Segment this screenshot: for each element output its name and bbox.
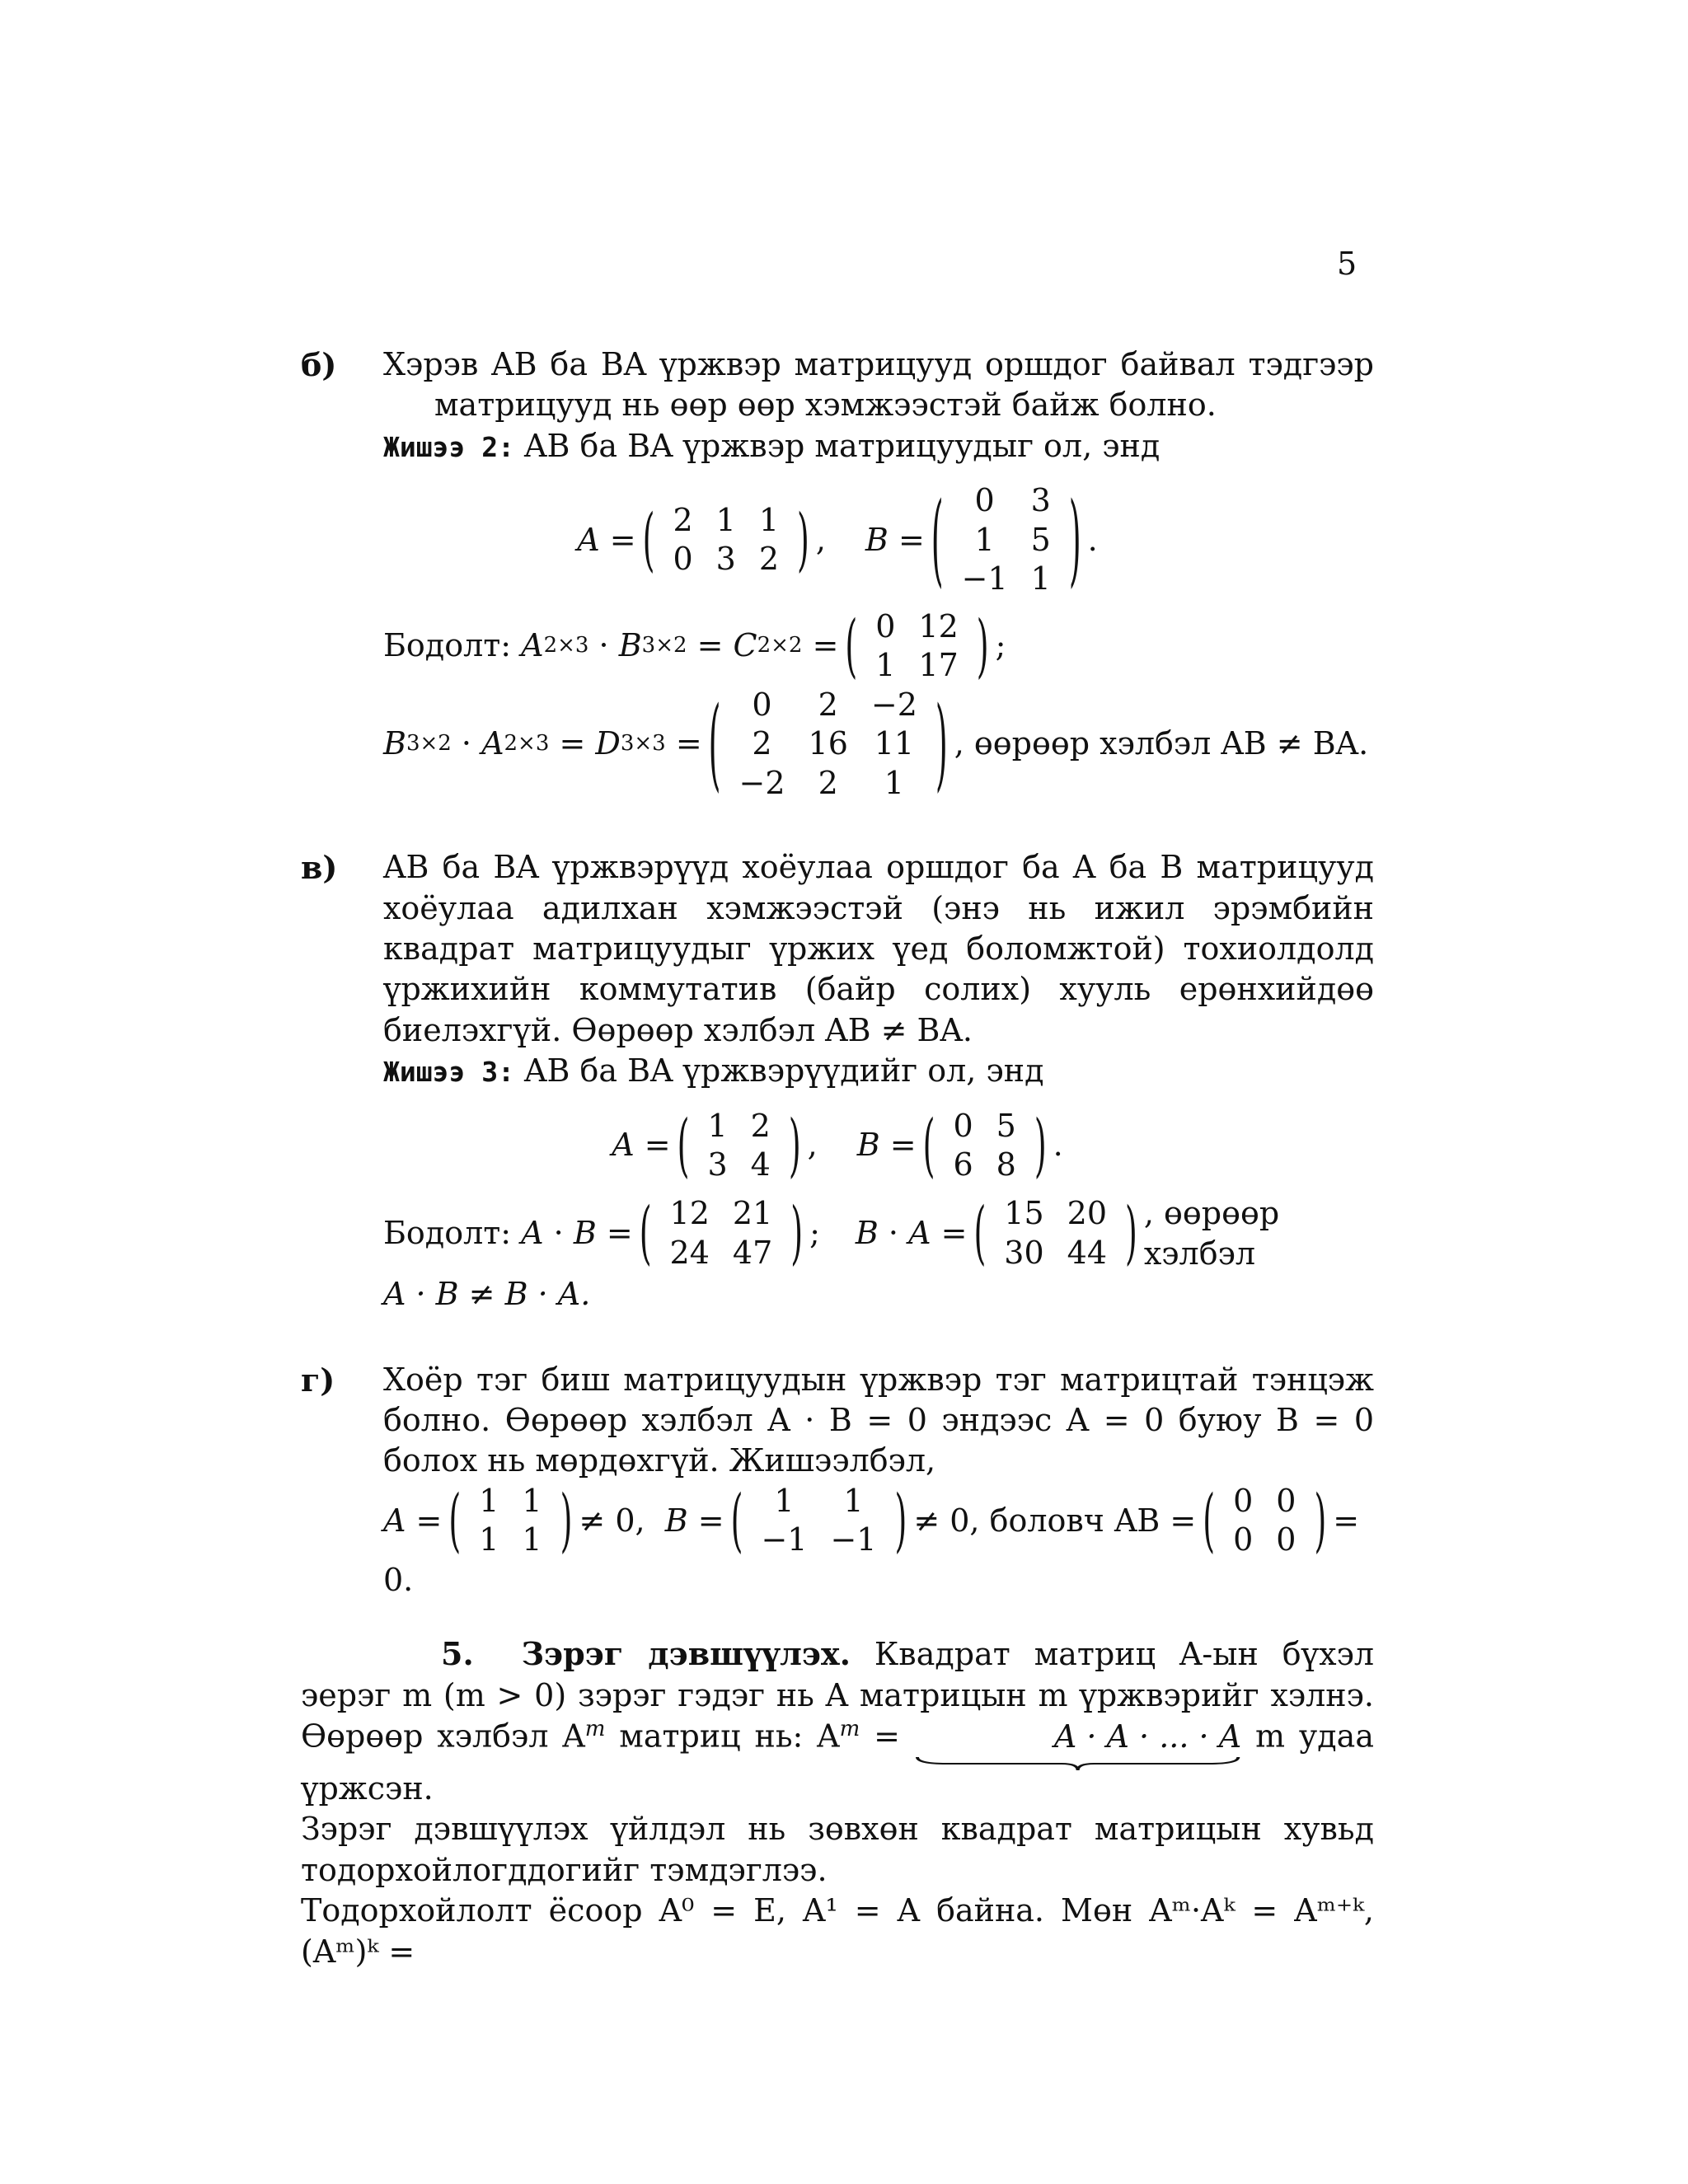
matrix-cell: 1 bbox=[479, 1482, 499, 1519]
right-paren: ) bbox=[1034, 1104, 1047, 1184]
matrix-cell: −1 bbox=[761, 1521, 808, 1558]
left-paren: ( bbox=[642, 499, 655, 579]
matrix-cell: 2 bbox=[818, 764, 838, 801]
matrix-cell: 44 bbox=[1067, 1234, 1108, 1271]
example-3-text: AB ба BA үржвэрүүдийг ол, энд bbox=[524, 1052, 1044, 1090]
item-b-mark: б) bbox=[301, 346, 337, 383]
matrix-cell: 2 bbox=[818, 686, 838, 723]
matrix-B2 bbox=[931, 481, 1081, 599]
matrix-cell: 11 bbox=[874, 725, 915, 762]
matrix-cell: 2 bbox=[750, 1107, 771, 1144]
matrix-cell: 0 bbox=[673, 541, 693, 578]
item-g-mark: г) bbox=[301, 1361, 335, 1399]
matrix-cell: 20 bbox=[1067, 1195, 1108, 1232]
left-paren: ( bbox=[639, 1192, 652, 1272]
example-3-line bbox=[383, 1051, 1374, 1091]
matrix-cell: 3 bbox=[715, 541, 736, 578]
section-5-para-1: 5. Зэрэг дэвшүүлэх. Квадрат матриц A-ын бүхэл эерэг m (m > 0) зэрэг гэдэг нь A матрицын m үржвэрийг хэлнэ. Өөрөөр хэлбэл $A^m$ матриц нь: $A^m = A \cdot A$ · ... · A m удаа үржсэн. bbox=[301, 1635, 1374, 1807]
matrix-cell: 1 bbox=[1030, 560, 1051, 598]
page-content bbox=[301, 344, 1374, 1972]
item-v-text: AB ба BA үржвэрүүд хоёулаа оршдог ба A ба B матрицууд хоёулаа адилхан хэмжээстэй (энэ нь ижил эрэмбийн квадрат матрицуудыг үржих үед боломжтой) тохиолдолд үржихийн коммутатив (байр солих) хууль ерөнхийдөө биелэхгүй. Өөрөөр хэлбэл AB ≠ BA. bbox=[383, 849, 1374, 1048]
matrix-cell: 4 bbox=[750, 1146, 771, 1183]
matrix-cell: 0 bbox=[953, 1107, 973, 1144]
section-5-para-2: Зэрэг дэвшүүлэх үйлдэл нь зөвхөн квадрат матрицын хувьд тодорхойлогддогийг тэмдэглээ. bbox=[301, 1811, 1374, 1888]
example-4-line: A = ( 1 1 1 1 ) ≠ 0, B = ( 1 1 −1 −1 ) ≠ 0, боловч AB = ( 0 0 0 0 ) = bbox=[383, 1482, 1374, 1560]
matrix-cell: 3 bbox=[1030, 482, 1051, 519]
matrix-cell: 5 bbox=[996, 1107, 1016, 1144]
item-b-text: Хэрэв AB ба BA үржвэр матрицууд оршдог байвал тэдгээр матрицууд нь өөр өөр хэмжээстэй байж болно. bbox=[383, 346, 1374, 424]
left-paren: ( bbox=[708, 684, 721, 801]
underbrace-product: A · A · ... · A bbox=[914, 1717, 1241, 1769]
item-g-text: Хоёр тэг биш матрицуудын үржвэр тэг матрицтай тэнцэж болно. Өөрөөр хэлбэл A · B = 0 эндээс A = 0 буюу B = 0 болох нь мөрдөхгүй. Жишээлбэл, bbox=[383, 1361, 1374, 1479]
matrix-C bbox=[845, 607, 988, 686]
example-3-matrices: A = ( 1 2 3 4 ) , B = ( 0 5 6 8 ) . bbox=[301, 1107, 1374, 1185]
right-paren: ) bbox=[976, 605, 989, 686]
right-paren: ) bbox=[1125, 1192, 1137, 1272]
example-2-line bbox=[383, 426, 1374, 466]
matrix-cell: 0 bbox=[1276, 1482, 1296, 1519]
matrix-cell: 21 bbox=[732, 1195, 773, 1232]
matrix-cell: −1 bbox=[961, 560, 1008, 598]
matrix-AB bbox=[640, 1194, 803, 1272]
matrix-cell: 1 bbox=[707, 1107, 728, 1144]
matrix-cell: 0 bbox=[1233, 1482, 1254, 1519]
matrix-cell: 1 bbox=[774, 1482, 795, 1519]
section-5-heading: Зэрэг дэвшүүлэх. bbox=[521, 1635, 851, 1673]
item-b bbox=[301, 344, 1374, 803]
matrix-cell: 12 bbox=[918, 607, 959, 644]
matrix-A3 bbox=[677, 1104, 801, 1185]
matrix-cell: 1 bbox=[974, 521, 995, 558]
matrix-cell: 2 bbox=[673, 501, 693, 538]
section-5-para-3: Тодорхойлолт ёсоор A⁰ = E, A¹ = A байна. Мөн Aᵐ·Aᵏ = Aᵐ⁺ᵏ, (Aᵐ)ᵏ = bbox=[301, 1892, 1374, 1970]
example-2-text: AB ба BA үржвэр матрицуудыг ол, энд bbox=[524, 427, 1160, 464]
left-paren: ( bbox=[973, 1192, 987, 1272]
left-paren: ( bbox=[1203, 1479, 1216, 1560]
matrix-B4 bbox=[730, 1479, 907, 1560]
matrix-cell: 1 bbox=[843, 1482, 864, 1519]
matrix-cell: 16 bbox=[808, 725, 848, 762]
matrix-cell: 0 bbox=[875, 607, 896, 644]
matrix-cell: 2 bbox=[752, 725, 772, 762]
page-number: 5 bbox=[1337, 246, 1357, 282]
matrix-cell: 17 bbox=[918, 647, 959, 684]
matrix-A2 bbox=[643, 501, 809, 579]
matrix-cell: 1 bbox=[884, 764, 904, 801]
right-paren: ) bbox=[935, 684, 948, 801]
matrix-cell: 2 bbox=[758, 541, 779, 578]
matrix-cell: 1 bbox=[522, 1482, 542, 1519]
matrix-cell: −1 bbox=[830, 1521, 877, 1558]
matrix-cell: 1 bbox=[522, 1521, 542, 1558]
right-paren: ) bbox=[1068, 480, 1081, 597]
item-v bbox=[301, 847, 1374, 1315]
matrix-cell: 47 bbox=[732, 1234, 773, 1271]
left-paren: ( bbox=[677, 1104, 690, 1184]
matrix-cell: 1 bbox=[875, 647, 896, 684]
item-g bbox=[301, 1360, 1374, 1601]
matrix-cell: 15 bbox=[1004, 1195, 1044, 1232]
matrix-cell: 1 bbox=[758, 501, 779, 538]
left-paren: ( bbox=[922, 1104, 935, 1184]
matrix-cell: 0 bbox=[752, 686, 772, 723]
left-paren: ( bbox=[730, 1479, 743, 1560]
matrix-cell: −2 bbox=[738, 764, 785, 801]
left-paren: ( bbox=[845, 605, 858, 686]
solution-3-conclusion: A · B ≠ B · A. bbox=[383, 1276, 591, 1313]
right-paren: ) bbox=[560, 1479, 573, 1560]
example-3-label: Жишээ 3: bbox=[383, 1056, 514, 1089]
matrix-cell: 1 bbox=[479, 1521, 499, 1558]
matrix-A4 bbox=[448, 1479, 573, 1560]
matrix-cell: 6 bbox=[953, 1146, 973, 1183]
right-paren: ) bbox=[1314, 1479, 1327, 1560]
matrix-D bbox=[709, 686, 948, 804]
right-paren: ) bbox=[790, 1192, 804, 1272]
matrix-cell: 0 bbox=[974, 482, 995, 519]
example-4-end: 0. bbox=[383, 1561, 414, 1598]
solution-3-line: Бодолт: A · B = ( 12 21 24 47 ) ; B · A = ( 15 20 30 44 ) , өөрөөр хэлбэл bbox=[383, 1193, 1374, 1275]
left-paren: ( bbox=[448, 1479, 462, 1560]
matrix-BA bbox=[973, 1194, 1137, 1272]
right-paren: ) bbox=[894, 1479, 907, 1560]
matrix-cell: 24 bbox=[669, 1234, 710, 1271]
right-paren: ) bbox=[788, 1104, 801, 1184]
matrix-cell: 1 bbox=[715, 501, 736, 538]
matrix-cell: 0 bbox=[1233, 1521, 1254, 1558]
matrix-cell: 8 bbox=[996, 1146, 1016, 1183]
matrix-zero bbox=[1203, 1479, 1327, 1560]
item-v-mark: в) bbox=[301, 849, 338, 887]
matrix-cell: 5 bbox=[1030, 521, 1051, 558]
matrix-cell: 30 bbox=[1004, 1234, 1044, 1271]
left-paren: ( bbox=[931, 480, 944, 597]
matrix-cell: 0 bbox=[1276, 1521, 1296, 1558]
matrix-cell: −2 bbox=[870, 686, 917, 723]
matrix-cell: 3 bbox=[707, 1146, 728, 1183]
solution-2-line-2: B 3×2 · A 2×3 = D 3×3 = ( 0 2 −2 2 16 11 −2 2 1 ) , өөрөөр хэлбэл AB ≠ BA. bbox=[383, 686, 1374, 804]
matrix-cell: 12 bbox=[669, 1195, 710, 1232]
solution-2-line-1: Бодолт: A 2×3 · B 3×2 = C 2×2 = ( 0 12 1 17 ) ; bbox=[383, 607, 1374, 686]
example-2-matrices: A = ( 2 1 1 0 3 2 ) , B = ( 0 3 1 5 −1 1 ) . bbox=[301, 481, 1374, 599]
section-5 bbox=[301, 1633, 1374, 1972]
example-2-label: Жишээ 2: bbox=[383, 430, 514, 463]
right-paren: ) bbox=[797, 499, 809, 579]
section-5-number: 5. bbox=[441, 1635, 474, 1673]
